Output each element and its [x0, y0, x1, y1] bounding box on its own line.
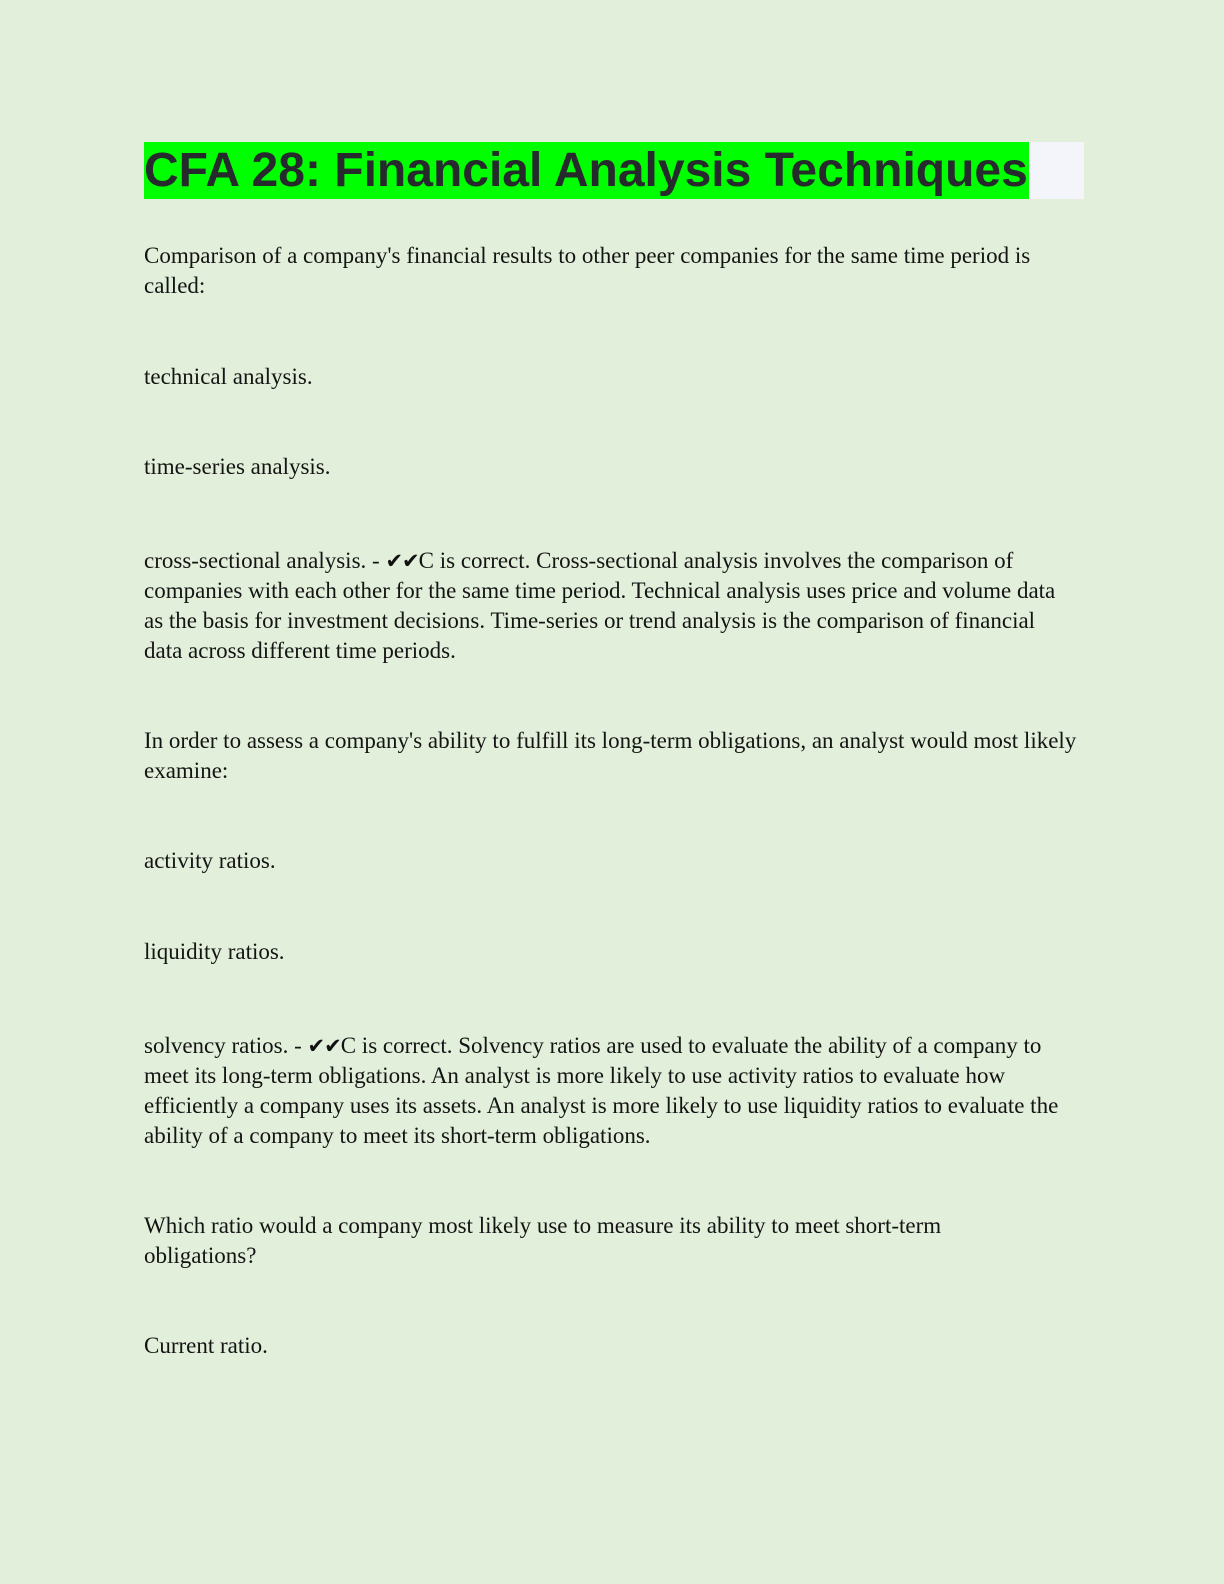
answer-2-option: solvency ratios. -	[144, 1033, 308, 1058]
question-3-text: Which ratio would a company most likely use to measure its ability to meet short-term obligations?	[144, 1213, 942, 1268]
option-time-series-analysis: time-series analysis.	[144, 454, 331, 479]
title-banner	[144, 142, 1084, 199]
answer-1-explanation: C is correct. Cross-sectional analysis involves the comparison of companies with each other for the same time period. Technical analysis uses price and volume data as the basis for investment decisions. Time-series or trend analysis is the comparison of financial data across different time periods.	[144, 548, 1056, 663]
option-activity-ratios: activity ratios.	[144, 848, 276, 873]
answer-1-option: cross-sectional analysis. -	[144, 548, 386, 573]
option-technical-analysis: technical analysis.	[144, 364, 313, 389]
check-mark-icon: ✔✔	[385, 549, 419, 573]
document-title: CFA 28: Financial Analysis Techniques	[144, 144, 1028, 197]
option-current-ratio: Current ratio.	[144, 1333, 268, 1358]
document-page	[144, 142, 1084, 199]
question-2-text: In order to assess a company's ability to fulfill its long-term obligations, an analyst would most likely examine:	[144, 728, 1077, 783]
question-1-text: Comparison of a company's financial results to other peer companies for the same time period is called:	[144, 243, 1031, 298]
answer-2	[144, 1031, 1079, 1151]
answer-1	[144, 546, 1079, 666]
answer-2-explanation: C is correct. Solvency ratios are used to evaluate the ability of a company to meet its long-term obligations. An analyst is more likely to use activity ratios to evaluate how efficiently a company uses its assets. An analyst is more likely to use liquidity ratios to evaluate the ability of a company to meet its short-term obligations.	[144, 1033, 1059, 1148]
option-liquidity-ratios: liquidity ratios.	[144, 939, 285, 964]
check-mark-icon: ✔✔	[307, 1034, 341, 1058]
